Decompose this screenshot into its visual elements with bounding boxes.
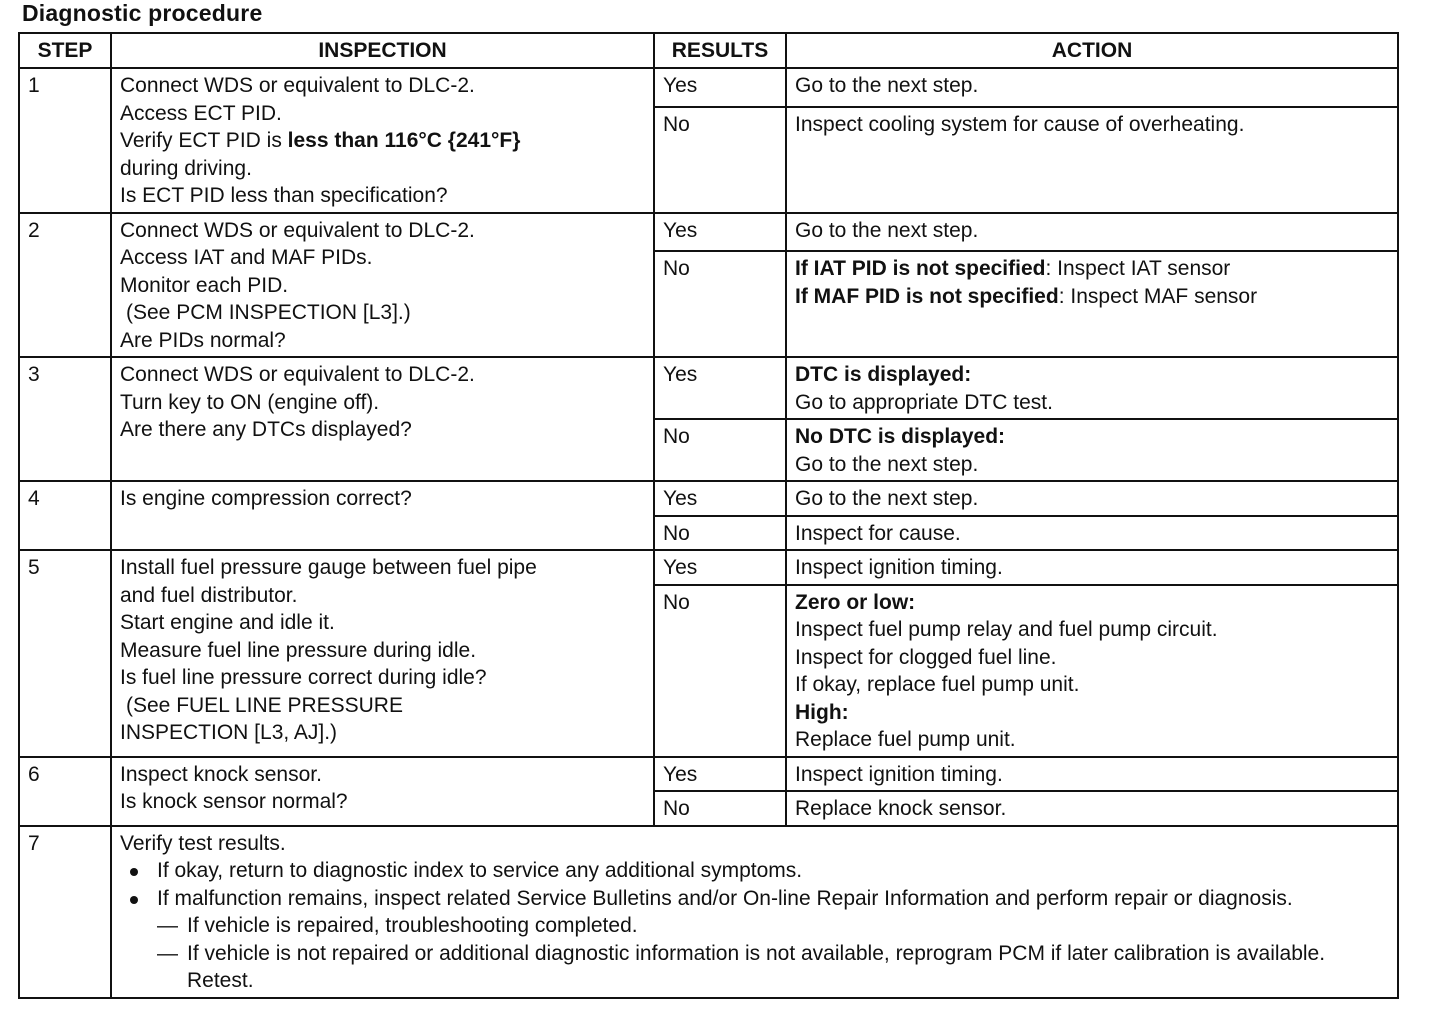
step-inspection	[111, 357, 654, 481]
result-yes: Yes	[654, 68, 786, 107]
action-line	[795, 255, 1389, 283]
inspection-text: Verify ECT PID is	[120, 129, 288, 152]
condition-label: If IAT PID is not specified	[795, 257, 1046, 280]
action-line: Go to the next step.	[795, 452, 979, 476]
result-yes: Yes	[654, 357, 786, 419]
dash-symbol: —	[157, 941, 178, 965]
result-yes: Yes	[654, 481, 786, 516]
step-inspection	[111, 550, 654, 757]
bullet-list	[120, 857, 1389, 912]
action-line: Inspect fuel pump relay and fuel pump circuit.	[795, 618, 1218, 641]
inspection-line: Access ECT PID.	[120, 101, 282, 125]
header-row	[19, 33, 1398, 68]
action-yes: Go to the next step.	[786, 481, 1398, 516]
action-no	[786, 251, 1398, 357]
inspection-line: Access IAT and MAF PIDs.	[120, 246, 373, 269]
step-3-yes-row	[19, 357, 1398, 419]
result-no: No	[654, 107, 786, 213]
result-yes: Yes	[654, 213, 786, 252]
step-1-yes-row	[19, 68, 1398, 107]
inspection-line: Is engine compression correct?	[120, 487, 412, 510]
step-number: 3	[19, 357, 111, 481]
dash-text: If vehicle is repaired, troubleshooting completed.	[187, 914, 638, 937]
header-step: STEP	[19, 33, 111, 68]
inspection-line: Measure fuel line pressure during idle.	[120, 638, 477, 662]
result-yes: Yes	[654, 550, 786, 585]
inspection-line: Is knock sensor normal?	[120, 790, 348, 813]
inspection-line: Connect WDS or equivalent to DLC-2.	[120, 363, 475, 386]
action-yes: Inspect ignition timing.	[786, 550, 1398, 585]
header-inspection: INSPECTION	[111, 33, 654, 68]
inspection-line: Monitor each PID.	[120, 273, 289, 297]
step-number: 4	[19, 481, 111, 550]
inspection-line: and fuel distributor.	[120, 583, 298, 607]
inspection-line: during driving.	[120, 156, 252, 180]
action-text: : Inspect IAT sensor	[1045, 257, 1231, 280]
dash-symbol: —	[157, 914, 178, 937]
inspection-line: Install fuel pressure gauge between fuel pipe	[120, 556, 537, 579]
header-action: ACTION	[786, 33, 1398, 68]
inspection-line: Is fuel line pressure correct during idle?	[120, 666, 487, 689]
step-number: 1	[19, 68, 111, 213]
inspection-line: Is ECT PID less than specification?	[120, 184, 448, 207]
action-no	[786, 585, 1398, 757]
step-5-yes-row	[19, 550, 1398, 585]
action-line: If okay, replace fuel pump unit.	[795, 673, 1080, 696]
step-number: 2	[19, 213, 111, 358]
inspection-line: Are there any DTCs displayed?	[120, 418, 412, 441]
header-results: RESULTS	[654, 33, 786, 68]
inspection-line: Start engine and idle it.	[120, 611, 335, 634]
action-no: Replace knock sensor.	[786, 791, 1398, 826]
action-line: Go to appropriate DTC test.	[795, 390, 1053, 414]
result-no: No	[654, 791, 786, 826]
step-inspection	[111, 68, 654, 213]
step-7-row	[19, 826, 1398, 998]
action-yes: Inspect ignition timing.	[786, 757, 1398, 792]
action-no: Inspect cooling system for cause of overheating.	[786, 107, 1398, 213]
dash-item	[120, 912, 1389, 940]
bullet-text: If okay, return to diagnostic index to service any additional symptoms.	[157, 859, 803, 882]
step-number: 7	[19, 826, 111, 998]
action-no	[786, 419, 1398, 481]
dash-text: If vehicle is not repaired or additional diagnostic information is not available, reprogram PCM if later calibration is available. Retest.	[187, 941, 1326, 992]
action-no: Inspect for cause.	[786, 516, 1398, 551]
result-yes: Yes	[654, 757, 786, 792]
step-inspection	[111, 757, 654, 826]
action-line	[795, 283, 1389, 311]
inspection-line: Connect WDS or equivalent to DLC-2.	[120, 74, 475, 97]
step-2-yes-row	[19, 213, 1398, 252]
instruction-intro: Verify test results.	[120, 831, 286, 855]
action-yes	[786, 357, 1398, 419]
step-number: 6	[19, 757, 111, 826]
dash-item	[120, 940, 1389, 995]
inspection-line: INSPECTION [L3, AJ].)	[120, 721, 338, 744]
dash-list	[120, 912, 1389, 995]
inspection-line: Connect WDS or equivalent to DLC-2.	[120, 218, 475, 242]
step-number: 5	[19, 550, 111, 757]
step-inspection	[111, 481, 654, 550]
action-line: Inspect for clogged fuel line.	[795, 645, 1057, 669]
result-no: No	[654, 251, 786, 357]
condition-label: If MAF PID is not specified	[795, 284, 1059, 308]
bullet-item	[120, 885, 1389, 913]
action-heading: High:	[795, 700, 849, 724]
action-yes: Go to the next step.	[786, 213, 1398, 252]
result-no: No	[654, 419, 786, 481]
inspection-line: Turn key to ON (engine off).	[120, 390, 380, 414]
bullet-dot-icon	[130, 896, 138, 904]
inspection-line: (See FUEL LINE PRESSURE	[126, 693, 403, 717]
bullet-dot-icon	[130, 868, 138, 876]
step-inspection	[111, 213, 654, 358]
step-instructions	[111, 826, 1398, 998]
step-6-yes-row	[19, 757, 1398, 792]
inspection-line: Are PIDs normal?	[120, 328, 286, 352]
action-text: : Inspect MAF sensor	[1058, 284, 1258, 308]
bullet-text: If malfunction remains, inspect related Service Bulletins and/or On-line Repair Information and perform repair or diagnosis.	[157, 886, 1293, 910]
action-line: Replace fuel pump unit.	[795, 728, 1016, 751]
diagnostic-procedure-table	[18, 32, 1399, 999]
page-title: Diagnostic procedure	[22, 0, 263, 26]
action-heading: Zero or low:	[795, 590, 916, 614]
action-yes: Go to the next step.	[786, 68, 1398, 107]
action-heading: No DTC is displayed:	[795, 425, 1006, 448]
specification-value: less than 116°C {241°F}	[287, 129, 521, 152]
result-no: No	[654, 516, 786, 551]
result-no: No	[654, 585, 786, 757]
bullet-item	[120, 857, 1389, 885]
action-heading: DTC is displayed:	[795, 363, 972, 386]
step-4-yes-row	[19, 481, 1398, 516]
inspection-line	[120, 127, 645, 155]
inspection-line: Inspect knock sensor.	[120, 762, 322, 786]
inspection-line: (See PCM INSPECTION [L3].)	[126, 301, 411, 324]
